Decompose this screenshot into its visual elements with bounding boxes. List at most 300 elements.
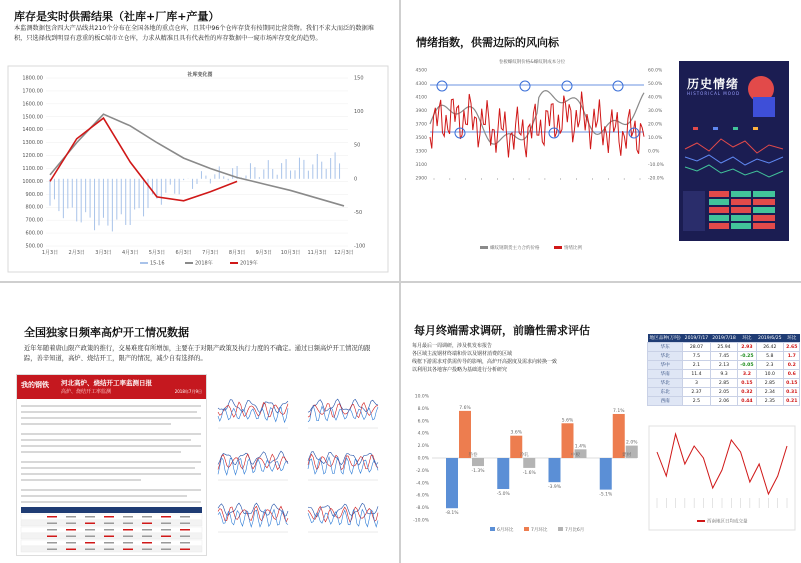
report-table-cell [85, 542, 95, 544]
panel-title: 每月终端需求调研，前瞻性需求评估 [414, 324, 590, 337]
legend-swatch [185, 262, 193, 264]
y2-tick-label: 100 [354, 109, 364, 116]
y2-tick-label: 60.0% [648, 68, 663, 74]
bar-15-16 [179, 179, 180, 195]
daily-volume-chart [647, 424, 797, 534]
table-cell: 2.05 [710, 388, 738, 397]
table-header-cell: 环比 [738, 334, 756, 343]
bar-15-16 [81, 179, 82, 223]
report-table-cell [85, 536, 95, 538]
category-label: 建材 [622, 453, 632, 458]
table-row [648, 379, 800, 388]
report-text-line [21, 451, 181, 453]
bar-15-16 [250, 163, 251, 179]
legend-swatch [490, 527, 495, 531]
table-cell: 华南 [648, 370, 683, 379]
bar-15-16 [228, 179, 229, 181]
bar-15-16 [90, 179, 91, 218]
legend-swatch [230, 262, 238, 264]
report-table-cell [104, 529, 114, 531]
y-tick-label: 900.00 [25, 191, 43, 198]
report-table-cell [104, 536, 114, 538]
report-table-cell [47, 542, 57, 544]
bar-6月环比 [549, 458, 561, 482]
report-table-cell [123, 529, 133, 531]
report-table-cell [142, 542, 152, 544]
bar-7月比6月 [523, 458, 535, 468]
report-table-cell [104, 542, 114, 544]
mini-chart-plot [304, 436, 382, 488]
y2-tick-label: 0.0% [648, 149, 660, 155]
y2-tick-label: -100 [354, 243, 366, 250]
report-date: 2018年7月9日 [174, 389, 202, 394]
y2-tick-label: 30.0% [648, 109, 663, 114]
report-table-cell [142, 536, 152, 538]
bar-15-16 [143, 179, 144, 217]
report-table-cell [47, 549, 57, 551]
y-tick-label: 3700 [415, 122, 427, 128]
panel-inventory [0, 0, 398, 280]
table-cell: 2.06 [710, 397, 738, 406]
bar-15-16 [125, 179, 126, 225]
table-row [648, 352, 800, 361]
bar-15-16 [299, 158, 300, 179]
bar-15-16 [232, 168, 233, 179]
table-header-cell: 2019/7/18 [712, 335, 736, 341]
table-cell: 11.4 [683, 370, 711, 379]
data-label: 7.1% [613, 408, 625, 414]
table-header-cell: 2019/6/25 [758, 335, 782, 341]
y2-tick-label: 10.0% [648, 136, 663, 141]
bar-15-16 [112, 179, 113, 232]
table-cell: 25.94 [710, 343, 738, 352]
report-text-line [21, 489, 201, 491]
report-text-line [21, 461, 201, 463]
table-cell: 28.07 [683, 343, 711, 352]
legend-swatch [554, 246, 562, 249]
legend-label: 15-16 [150, 260, 165, 267]
table-cell: -0.05 [738, 361, 756, 370]
table-row [648, 397, 800, 406]
table-cell: 26.42 [756, 343, 784, 352]
report-text-line [21, 495, 187, 497]
report-table-cell [66, 542, 76, 544]
y2-tick-label: 50 [354, 142, 361, 149]
bar-15-16 [295, 170, 296, 179]
report-table-cell [180, 542, 190, 544]
report-table-cell [66, 516, 76, 518]
category-label: 热卷 [468, 453, 478, 458]
mini-series-line [308, 509, 378, 526]
bar-15-16 [205, 176, 206, 179]
table-cell: 2.3 [756, 361, 784, 370]
mini-chart-plot [304, 488, 382, 540]
series-line-price [430, 91, 644, 145]
report-table-cell [161, 549, 171, 551]
demand-bar-chart [402, 284, 642, 563]
report-table-cell [123, 542, 133, 544]
panel-title: 全国独家日频率高炉开工情况数据 [24, 326, 189, 339]
table-cell: 7.45 [710, 352, 738, 361]
table-cell: 2.37 [683, 388, 711, 397]
panel-blast-furnace [0, 284, 398, 563]
report-table-cell [142, 529, 152, 531]
bar-6月环比 [497, 458, 509, 489]
y2-tick-label: 50.0% [648, 82, 663, 87]
bar-15-16 [130, 179, 131, 225]
report-table-cell [104, 523, 114, 525]
y-tick-label: 1200.00 [22, 153, 43, 160]
report-table-cell [180, 523, 190, 525]
category-label: 中板 [571, 453, 580, 458]
bar-15-16 [308, 171, 309, 179]
bar-15-16 [134, 179, 135, 210]
y-tick-label: 800.00 [25, 204, 43, 211]
mini-chart [304, 488, 382, 540]
report-table-cell [180, 529, 190, 531]
mini-series-line [308, 406, 378, 422]
y2-tick-label: 40.0% [648, 95, 663, 101]
report-table-cell [142, 523, 152, 525]
table-cell: 东北 [648, 388, 683, 397]
report-table-cell [85, 523, 95, 525]
report-text-line [21, 479, 141, 481]
bar-15-16 [107, 179, 108, 226]
report-table-cell [123, 549, 133, 551]
horizontal-divider [0, 281, 801, 283]
y-tick-label: 3500 [415, 136, 427, 141]
report-text-line [21, 405, 201, 407]
poster-laptop-icon [753, 97, 775, 117]
panel-title: 情绪指数，供需边际的风向标 [416, 36, 559, 49]
mini-series-line [308, 452, 378, 465]
table-cell: 0.2 [784, 361, 800, 370]
report-table-cell [180, 516, 190, 518]
table-cell: 10.0 [756, 370, 784, 379]
table-cell: 华北 [648, 352, 683, 361]
mini-chart-plot [214, 436, 292, 488]
report-table-cell [161, 523, 171, 525]
bar-15-16 [201, 171, 202, 179]
y-tick-label: 0.0% [417, 456, 429, 462]
bar-15-16 [161, 179, 162, 205]
x-tick-label: 1月3日 [41, 250, 59, 256]
bar-15-16 [281, 163, 282, 179]
bar-15-16 [339, 163, 340, 178]
table-cell: 0.44 [738, 397, 756, 406]
x-tick-label: 10月3日 [280, 250, 301, 256]
y-tick-label: -10.0% [413, 518, 429, 524]
table-cell: 2.35 [756, 397, 784, 406]
y-tick-label: 3900 [415, 109, 427, 114]
bar-15-16 [335, 152, 336, 178]
mini-chart [214, 384, 292, 436]
table-cell: 西南 [648, 397, 683, 406]
table-header-cell: 环比 [784, 334, 800, 343]
bar-15-16 [148, 179, 149, 208]
table-cell: 华中 [648, 361, 683, 370]
inventory-chart [0, 0, 398, 280]
bar-6月环比 [600, 458, 612, 490]
highlight-circle [437, 81, 447, 91]
table-cell: 1.7 [784, 352, 800, 361]
y-tick-label: 4500 [415, 68, 427, 74]
bar-15-16 [54, 179, 55, 200]
y-tick-label: 1800.00 [22, 75, 43, 82]
x-tick-label: 7月3日 [202, 250, 219, 256]
mini-chart [214, 488, 292, 540]
legend-label: 西南地区日均成交量 [707, 519, 748, 525]
mini-series-line [218, 451, 288, 465]
x-tick-label: 8月3日 [228, 250, 246, 256]
table-cell: 3 [683, 379, 711, 388]
table-cell: 2.93 [738, 343, 756, 352]
bar-15-16 [99, 179, 100, 226]
panel-paragraph: 每月最后一周调研，涉及机发布报告 各区域主流钢材终端和价以及钢材消费的区域 线框下游需求对供需传导的影响，高炉开高据度及需求向转换一致 以利用其各地客户投略为基础进行分析研究 [412, 343, 558, 373]
report-table-cell [47, 523, 57, 525]
mini-chart [304, 436, 382, 488]
bar-7月环比 [459, 411, 471, 458]
bar-15-16 [277, 175, 278, 179]
table-cell: 2.85 [756, 379, 784, 388]
y-tick-label: 500.00 [25, 243, 43, 250]
table-cell: 2.5 [683, 397, 711, 406]
y-tick-label: 1500.00 [22, 114, 43, 121]
bar-6月环比 [446, 458, 458, 508]
bar-15-16 [223, 176, 224, 178]
series-line-sentiment [430, 92, 644, 158]
poster-legend [693, 127, 758, 130]
bar-15-16 [268, 160, 269, 179]
bar-15-16 [85, 179, 86, 212]
bar-15-16 [94, 179, 95, 230]
bar-15-16 [303, 160, 304, 179]
data-label: -3.9% [547, 485, 562, 491]
y-tick-label: 4300 [415, 82, 427, 87]
report-text-line [21, 467, 195, 469]
bar-15-16 [326, 169, 327, 179]
table-cell: 2.13 [710, 361, 738, 370]
y-tick-label: 10.0% [414, 394, 429, 400]
bar-15-16 [330, 158, 331, 179]
report-thumbnail [16, 374, 207, 556]
report-table-cell [161, 536, 171, 538]
legend-label: 2018年 [195, 260, 213, 267]
series-line-volume [657, 434, 787, 494]
data-label: 2.0% [626, 440, 638, 446]
report-table-cell [104, 516, 114, 518]
table-cell: 0.15 [738, 379, 756, 388]
mini-chart-plot [214, 488, 292, 540]
legend-label: 6月环比 [497, 528, 514, 533]
legend-swatch [524, 527, 529, 531]
table-cell: 3.2 [738, 370, 756, 379]
table-cell: 0.6 [784, 370, 800, 379]
bar-15-16 [317, 154, 318, 179]
y-tick-label: -4.0% [415, 481, 429, 487]
mini-chart [214, 436, 292, 488]
bar-15-16 [50, 179, 51, 206]
category-label: 冷轧 [519, 453, 529, 458]
report-table-cell [142, 516, 152, 518]
report-text-line [21, 445, 201, 447]
data-label: -1.3% [471, 469, 485, 475]
x-tick-label: 6月3日 [175, 250, 192, 256]
mini-series-line [218, 510, 288, 527]
bar-15-16 [312, 164, 313, 178]
bar-15-16 [139, 179, 140, 208]
x-tick-label: 4月3日 [121, 250, 139, 256]
y2-tick-label: -20.0% [648, 176, 664, 182]
legend-label: 情绪比例 [564, 246, 582, 251]
highlight-circle [562, 81, 572, 91]
bar-15-16 [76, 179, 77, 222]
table-cell: 0.32 [738, 388, 756, 397]
panel-sentiment [402, 0, 801, 280]
bar-15-16 [170, 179, 171, 185]
bar-7月环比 [613, 414, 625, 458]
legend-label: 7月比6月 [565, 528, 585, 533]
inventory-table [647, 334, 800, 406]
y-tick-label: 1400.00 [22, 127, 43, 134]
table-row [648, 343, 800, 352]
bar-15-16 [103, 179, 104, 218]
y-tick-label: 8.0% [417, 406, 429, 412]
poster-title: 历史情绪 [687, 77, 740, 91]
table-cell: 2.1 [683, 361, 711, 370]
bar-15-16 [321, 162, 322, 179]
poster-mini-lines [685, 139, 783, 177]
bar-15-16 [192, 179, 193, 189]
bar-15-16 [246, 176, 247, 179]
table-row [648, 361, 800, 370]
mini-series-line [218, 458, 288, 475]
bar-15-16 [67, 179, 68, 209]
report-table-cell [47, 536, 57, 538]
mini-chart-plot [304, 384, 382, 436]
table-cell: 华北 [648, 379, 683, 388]
panel-demand-survey [402, 284, 801, 563]
y-tick-label: 1100.00 [22, 165, 43, 172]
data-label: -5.0% [496, 492, 510, 497]
table-cell: -0.25 [738, 352, 756, 361]
legend-swatch [140, 262, 148, 264]
report-text-line [21, 423, 171, 425]
report-text-line [21, 417, 201, 419]
y-tick-label: 1600.00 [22, 101, 43, 108]
legend-label: 7月环比 [531, 528, 548, 533]
bar-15-16 [259, 177, 260, 179]
table-row [648, 370, 800, 379]
legend-swatch [697, 520, 705, 522]
report-table-cell [66, 549, 76, 551]
report-table-cell [161, 542, 171, 544]
report-table-cell [47, 516, 57, 518]
poster-graphic [679, 61, 789, 241]
legend-label: 螺纹钢期货主力合约价格 [490, 246, 540, 251]
report-brand: 我的钢铁 [21, 381, 49, 389]
report-table-cell [66, 523, 76, 525]
table-cell: 2.85 [710, 379, 738, 388]
panel-paragraph: 本监测数据包含四大产品线共210个分布在全国各地的重点仓库，且其中96个仓库存货有按期同比营货物。我们不求大而泛的数据堆积，只选择找到明显有意重的板C端市立仓库，力求从精准且具有代表性的库存数据中一窥市场库存变化的趋势。 [14, 25, 374, 42]
data-label: -5.1% [599, 492, 613, 498]
bar-15-16 [58, 179, 59, 211]
table-cell: 2.34 [756, 388, 784, 397]
report-table-cell [104, 549, 114, 551]
y-tick-label: 6.0% [417, 419, 429, 425]
report-table-cell [180, 549, 190, 551]
y-tick-label: -6.0% [415, 493, 429, 499]
y-tick-label: -8.0% [415, 506, 429, 512]
chart-title: 社库变化图 [187, 72, 213, 78]
report-table-cell [161, 516, 171, 518]
y-tick-label: 700.00 [25, 217, 43, 224]
table-cell: 0.15 [784, 379, 800, 388]
bar-15-16 [72, 179, 73, 208]
y2-tick-label: 20.0% [648, 122, 663, 128]
y2-tick-label: -10.0% [648, 163, 664, 168]
bar-15-16 [254, 167, 255, 179]
report-subtitle: 高炉、烧结开工率监测 [61, 389, 112, 395]
y2-tick-label: 0 [354, 176, 358, 183]
bar-7月比6月 [472, 458, 484, 466]
y-tick-label: 3300 [415, 149, 427, 155]
x-tick-label: 11月3日 [307, 250, 328, 256]
report-table-cell [47, 529, 57, 531]
report-title: 河北高炉、烧结开工率监测日报 [61, 379, 152, 387]
bar-15-16 [121, 179, 122, 214]
bar-15-16 [263, 169, 264, 178]
y2-tick-label: -50 [354, 209, 363, 216]
report-table-cell [85, 516, 95, 518]
x-tick-label: 5月3日 [148, 250, 166, 256]
report-text-line [21, 439, 191, 441]
mini-chart-plot [214, 384, 292, 436]
bar-15-16 [210, 179, 211, 184]
legend-swatch [480, 246, 488, 249]
mini-series-line [218, 400, 288, 413]
report-table-cell [66, 536, 76, 538]
report-table [17, 505, 206, 555]
y-tick-label: 3100 [415, 163, 427, 168]
y-tick-label: 2.0% [417, 444, 429, 450]
data-label: 5.6% [561, 418, 574, 424]
table-cell: 9.3 [710, 370, 738, 379]
y-tick-label: 1700.00 [22, 88, 43, 95]
table-cell: 5.8 [756, 352, 784, 361]
y2-tick-label: 150 [354, 75, 364, 82]
y-tick-label: 4.0% [417, 431, 429, 437]
data-label: -8.1% [445, 511, 459, 517]
x-tick-label: 2月3日 [68, 250, 85, 256]
chart-title: 卷板螺纹钢价格&螺纹钢成本分位 [498, 60, 566, 65]
report-header [17, 375, 206, 399]
report-table-cell [85, 549, 95, 551]
poster-table [683, 191, 775, 231]
y-tick-label: 4100 [415, 95, 427, 101]
table-cell: 7.5 [683, 352, 711, 361]
report-text-line [21, 433, 201, 435]
report-table-cell [123, 516, 133, 518]
sentiment-chart [402, 0, 672, 280]
table-cell: 2.65 [784, 343, 800, 352]
bar-15-16 [116, 179, 117, 220]
bar-15-16 [290, 171, 291, 179]
legend-swatch [558, 527, 563, 531]
mini-chart [304, 384, 382, 436]
bar-15-16 [183, 179, 184, 180]
data-label: 1.4% [574, 444, 587, 450]
